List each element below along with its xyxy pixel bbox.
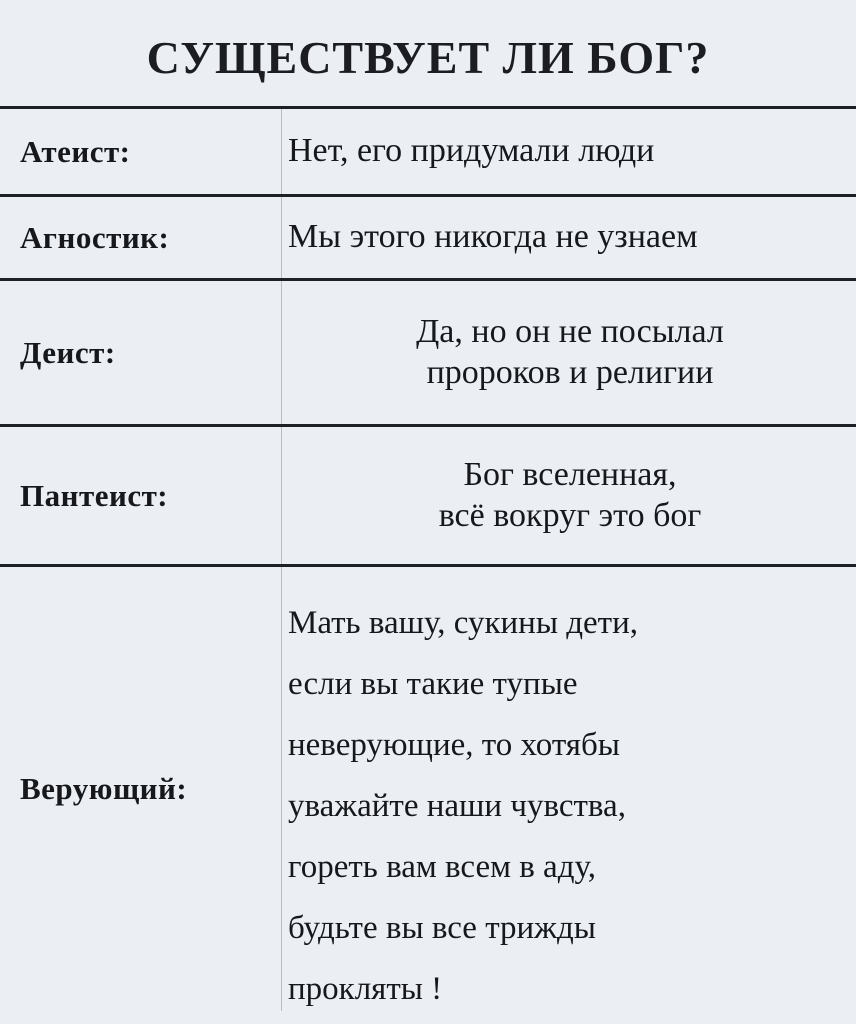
row-label-deist: Деист: bbox=[0, 281, 282, 424]
row-label-pantheist: Пантеист: bbox=[0, 427, 282, 564]
table-row-pantheist bbox=[0, 427, 856, 567]
row-label-atheist: Атеист: bbox=[0, 109, 282, 194]
page-title: СУЩЕСТВУЕТ ЛИ БОГ? bbox=[146, 31, 710, 83]
answer-line: гореть вам всем в аду, bbox=[288, 849, 596, 885]
answer-line: Нет, его придумали люди bbox=[288, 132, 655, 170]
row-answer-atheist bbox=[282, 109, 856, 194]
answer-line: пророков и религии bbox=[426, 353, 714, 391]
table-row-believer bbox=[0, 567, 856, 1011]
row-answer-pantheist bbox=[282, 427, 856, 564]
answer-line: Мы этого никогда не узнаем bbox=[288, 218, 698, 256]
answer-line: всё вокруг это бог bbox=[438, 496, 702, 534]
row-label-believer: Верующий: bbox=[0, 567, 282, 1011]
answer-line: будьте вы все трижды bbox=[288, 910, 596, 946]
answer-line: Да, но он не посылал bbox=[416, 312, 724, 350]
row-answer-agnostic bbox=[282, 197, 856, 278]
answer-line: уважайте наши чувства, bbox=[288, 788, 626, 824]
row-label-agnostic: Агностик: bbox=[0, 197, 282, 278]
answer-line: Мать вашу, сукины дети, bbox=[288, 605, 639, 641]
answer-line: если вы такие тупые bbox=[288, 666, 578, 702]
answer-line: неверующие, то хотябы bbox=[288, 727, 620, 763]
table-row-agnostic bbox=[0, 197, 856, 281]
table-row-atheist bbox=[0, 109, 856, 197]
row-answer-deist bbox=[282, 281, 856, 424]
row-answer-believer bbox=[282, 567, 856, 1011]
answer-line: прокляты ! bbox=[288, 971, 443, 1007]
answer-line: Бог вселенная, bbox=[463, 455, 677, 493]
table-row-deist bbox=[0, 281, 856, 427]
belief-table bbox=[0, 106, 856, 1011]
